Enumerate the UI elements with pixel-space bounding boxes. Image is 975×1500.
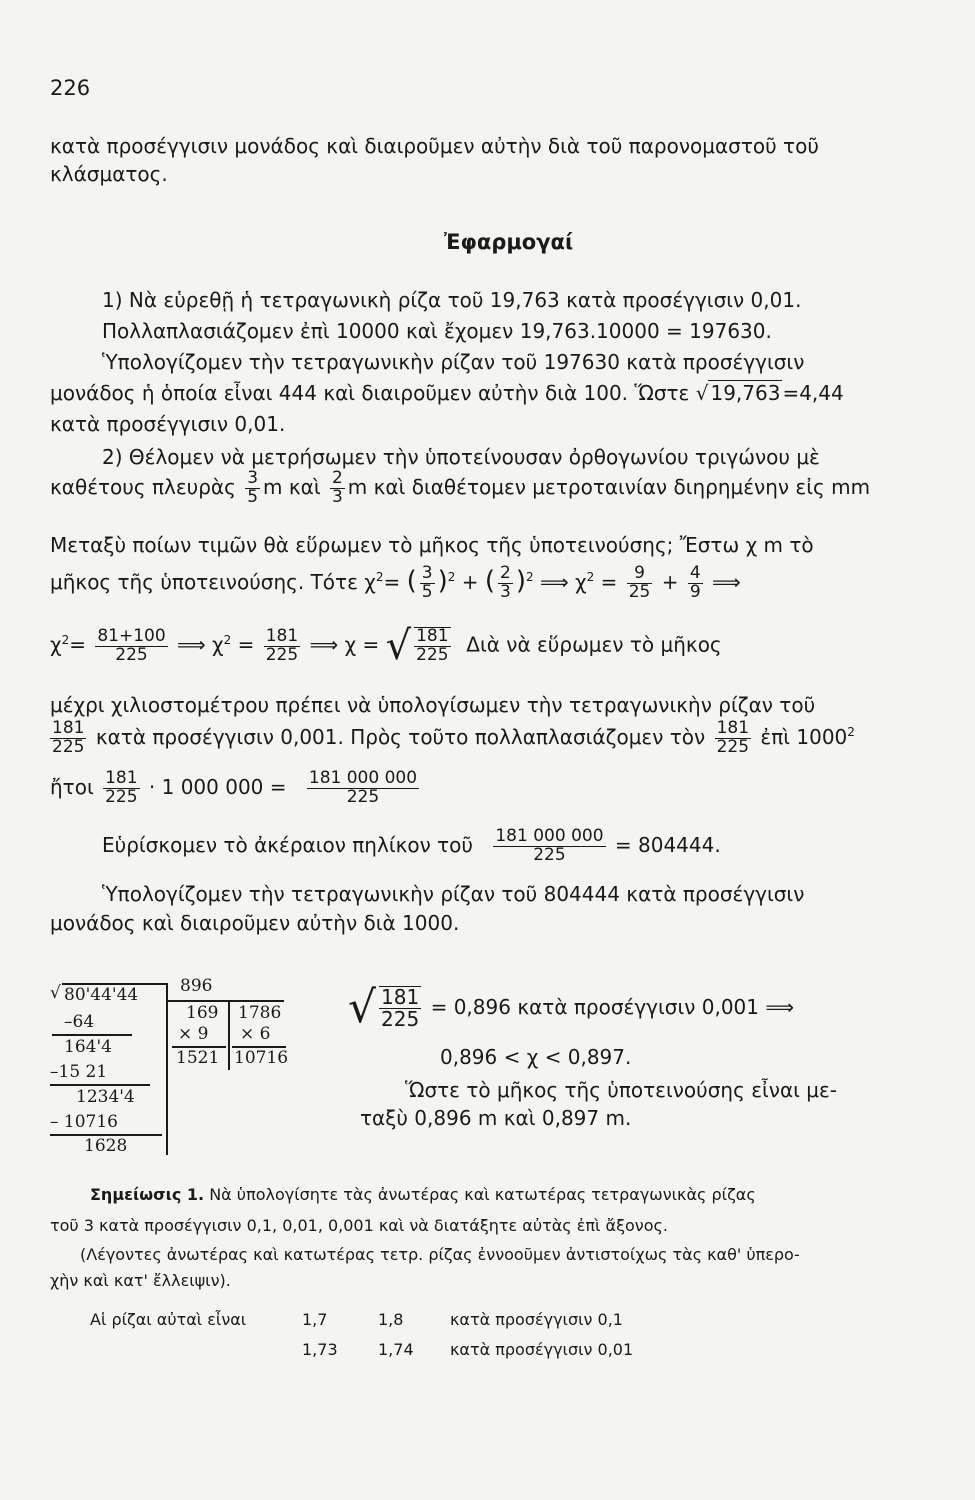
ex1-line-4-text: μονάδος ἡ ὁποία εἶναι 444 καὶ διαιροῦμεν αὐτὴν διὰ 100. Ὥστε	[50, 381, 690, 405]
fraction-2-3-sq: $\frac{2}{3}$	[500, 563, 511, 602]
chi-variable-2: χ	[50, 632, 62, 657]
fraction-2-3: $\frac{2}{3}$	[331, 468, 343, 507]
implies-arrow: ⟹	[539, 569, 569, 594]
ex1-line-2: Πολλαπλασιάζομεν ἐπὶ 10000 καὶ ἔχομεν 19,763.10000 = 197630.	[102, 319, 772, 343]
roots-row-2-a: 1,73	[302, 1340, 338, 1359]
calc-mid-row: 169	[186, 1003, 219, 1023]
ex2-line-5: $\chi^2=$ $\frac{81+100}{225}$ ⟹ $\chi^2$ = $\frac{181}{225}$ ⟹ χ = √ $\frac{181}{225}$ Διὰ νὰ εὕρωμεν τὸ μῆκος	[50, 623, 722, 669]
sqrt-symbol: √	[695, 381, 709, 405]
page-number: 226	[50, 76, 91, 100]
calc-right-row: 1786	[238, 1003, 282, 1023]
ex2-line-3: Μεταξὺ ποίων τιμῶν θὰ εὕρωμεν τὸ μῆκος τῆς ὑποτεινούσης; Ἔστω χ m τὸ	[50, 533, 814, 557]
intro-line-1: κατὰ προσέγγισιν μονάδος καὶ διαιροῦμεν αὐτὴν διὰ τοῦ παρονομαστοῦ τοῦ	[50, 134, 819, 158]
fraction-181000000-225-b: $\frac{181 000 000}{225}$	[495, 826, 604, 865]
power-exponent: 2	[847, 725, 855, 740]
ex2-line-6: μέχρι χιλιοστομέτρου πρέπει νὰ ὑπολογίσωμεν τὴν τετραγωνικὴν ρίζαν τοῦ	[50, 693, 816, 717]
roots-label: Αἱ ρίζαι αὐταὶ εἶναι	[90, 1310, 247, 1329]
fraction-181-225-root: $\frac{181}{225}$	[416, 626, 449, 665]
equals-sign: =	[383, 569, 401, 594]
calc-right-row: × 6	[240, 1024, 271, 1044]
fraction-181-225-d: $\frac{181}{225}$	[105, 768, 138, 807]
square-exponent: 2	[375, 570, 384, 585]
ex2-line-8	[50, 770, 422, 807]
calc-left-row: –64	[64, 1012, 95, 1032]
chi-equals: χ =	[344, 632, 380, 657]
ex2-line-4-text: μῆκος τῆς ὑποτεινούσης. Τότε χ	[50, 569, 376, 594]
ex1-line-5: κατὰ προσέγγισιν 0,01.	[50, 412, 286, 436]
roots-row-2-c: κατὰ προσέγγισιν 0,01	[450, 1340, 634, 1359]
ex1-line-4	[50, 381, 844, 405]
note-line-1	[90, 1185, 756, 1204]
ex2-line-7-tail: ἐπὶ 1000	[760, 724, 848, 749]
fraction-9-25: $\frac{9}{25}$	[628, 563, 651, 602]
fraction-81-100: $\frac{81+100}{225}$	[97, 625, 166, 665]
fraction-3-5: $\frac{3}{5}$	[247, 468, 259, 507]
chi-variable: χ	[575, 569, 587, 594]
ex2-line-7-text: κατὰ προσέγγισιν 0,001. Πρὸς τοῦτο πολλαπλασιάζομεν τὸν	[95, 724, 706, 749]
calc-left-row: –15 21	[50, 1062, 108, 1082]
calc-mid-row: 1521	[176, 1048, 220, 1068]
fraction-181000000-225: $\frac{181 000 000}{225}$	[308, 768, 418, 807]
ex2-line-9-result: = 804444.	[614, 832, 721, 857]
result-line-1: √ $\frac{181}{225}$ = 0,896 κατὰ προσέγγισιν 0,001 ⟹	[348, 982, 795, 1033]
calc-right-row: 10716	[234, 1048, 289, 1068]
ex2-line-5-text: Διὰ νὰ εὕρωμεν τὸ μῆκος	[466, 632, 722, 657]
fraction-4-9: $\frac{4}{9}$	[689, 563, 701, 602]
section-heading: Ἐφαρμογαί	[443, 230, 574, 254]
calc-left-row: 1234'4	[76, 1087, 135, 1107]
calc-left-row: 1628	[84, 1136, 128, 1156]
ex1-result: =4,44	[782, 381, 844, 405]
implies-arrow-2: ⟹	[765, 994, 795, 1019]
ex2-line-2	[50, 470, 870, 507]
ex2-line-1: 2) Θέλομεν νὰ μετρήσωμεν τὴν ὑποτείνουσαν ὀρθογωνίου τριγώνου μὲ	[102, 445, 820, 469]
fraction-181-225-c: $\frac{181}{225}$	[716, 718, 750, 757]
unit-text-2: m καὶ διαθέτομεν μετροταινίαν διηρημένην εἰς mm	[347, 474, 871, 499]
note-line-2: τοῦ 3 κατὰ προσέγγισιν 0,1, 0,01, 0,001 καὶ νὰ διατάξητε αὐτὰς ἐπὶ ἄξονος.	[50, 1216, 668, 1235]
fraction-3-5-sq: $\frac{3}{5}$	[421, 563, 433, 602]
roots-row-1-a: 1,7	[302, 1310, 328, 1329]
unit-text-1: m καὶ	[263, 474, 321, 499]
ex2-line-4: μῆκος τῆς ὑποτεινούσης. Τότε $\chi^2=$ ( $\frac{3}{5}$ )$^2$ + ( $\frac{2}{3}$ )$^2$ ⟹ $\chi^2$ = $\frac{9}{25}$ + $\frac{4}{9}$ ⟹	[50, 563, 741, 602]
ex2-line-7	[50, 720, 855, 757]
calc-root-digits: 896	[180, 976, 213, 996]
ex2-line-9	[102, 828, 721, 865]
intro-line-2: κλάσματος.	[50, 162, 168, 186]
calc-left-row: 164'4	[64, 1037, 112, 1057]
result-line-3: Ὥστε τὸ μῆκος τῆς ὑποτεινούσης εἶναι με-	[405, 1078, 838, 1102]
calc-left-row: – 10716	[50, 1112, 118, 1132]
roots-row-1-b: 1,8	[378, 1310, 404, 1329]
calc-mid-row: × 9	[178, 1024, 209, 1044]
note-label: Σημείωσις 1.	[90, 1185, 205, 1204]
note-line-4: χὴν καὶ κατ' ἔλλειψιν).	[50, 1271, 231, 1290]
roots-row-1-c: κατὰ προσέγγισιν 0,1	[450, 1310, 623, 1329]
result-line-4: ταξὺ 0,896 m καὶ 0,897 m.	[360, 1106, 632, 1130]
fraction-181-225-b: $\frac{181}{225}$	[52, 718, 85, 757]
result-approx: = 0,896 κατὰ προσέγγισιν 0,001	[430, 994, 760, 1019]
calc-radicand: 80'44'44	[64, 985, 139, 1005]
ex2-line-8-mult: · 1 000 000 =	[148, 774, 287, 799]
roots-row-2-b: 1,74	[378, 1340, 414, 1359]
calc-radical-sign: √	[50, 983, 61, 1003]
result-fraction: $\frac{181}{225}$	[381, 985, 420, 1032]
ex2-line-8-text: ἤτοι	[50, 774, 94, 799]
note-text-1: Νὰ ὑπολογίσητε τὰς ἀνωτέρας καὶ κατωτέρας τετραγωνικὰς ρίζας	[209, 1185, 756, 1204]
ex1-line-3: Ὑπολογίζομεν τὴν τετραγωνικὴν ρίζαν τοῦ 197630 κατὰ προσέγγισιν	[102, 350, 805, 374]
ex1-line-1: 1) Νὰ εὑρεθῇ ἡ τετραγωνικὴ ρίζα τοῦ 19,763 κατὰ προσέγγισιν 0,01.	[102, 288, 802, 312]
ex2-line-11: μονάδος καὶ διαιροῦμεν αὐτὴν διὰ 1000.	[50, 911, 460, 935]
note-line-3: (Λέγοντες ἀνωτέρας καὶ κατωτέρας τετρ. ρίζας ἐννοοῦμεν ἀντιστοίχως τὰς καθ' ὑπερο-	[80, 1245, 800, 1264]
fraction-181-225-a: $\frac{181}{225}$	[265, 625, 299, 665]
ex2-line-2-text: καθέτους πλευρὰς	[50, 474, 236, 499]
ex2-line-10: Ὑπολογίζομεν τὴν τετραγωνικὴν ρίζαν τοῦ 804444 κατὰ προσέγγισιν	[102, 882, 805, 906]
result-line-2: 0,896 < χ < 0,897.	[440, 1045, 632, 1069]
ex1-radicand: 19,763	[710, 381, 781, 405]
ex2-line-9-text: Εὑρίσκομεν τὸ ἀκέραιον πηλίκον τοῦ	[102, 832, 473, 857]
